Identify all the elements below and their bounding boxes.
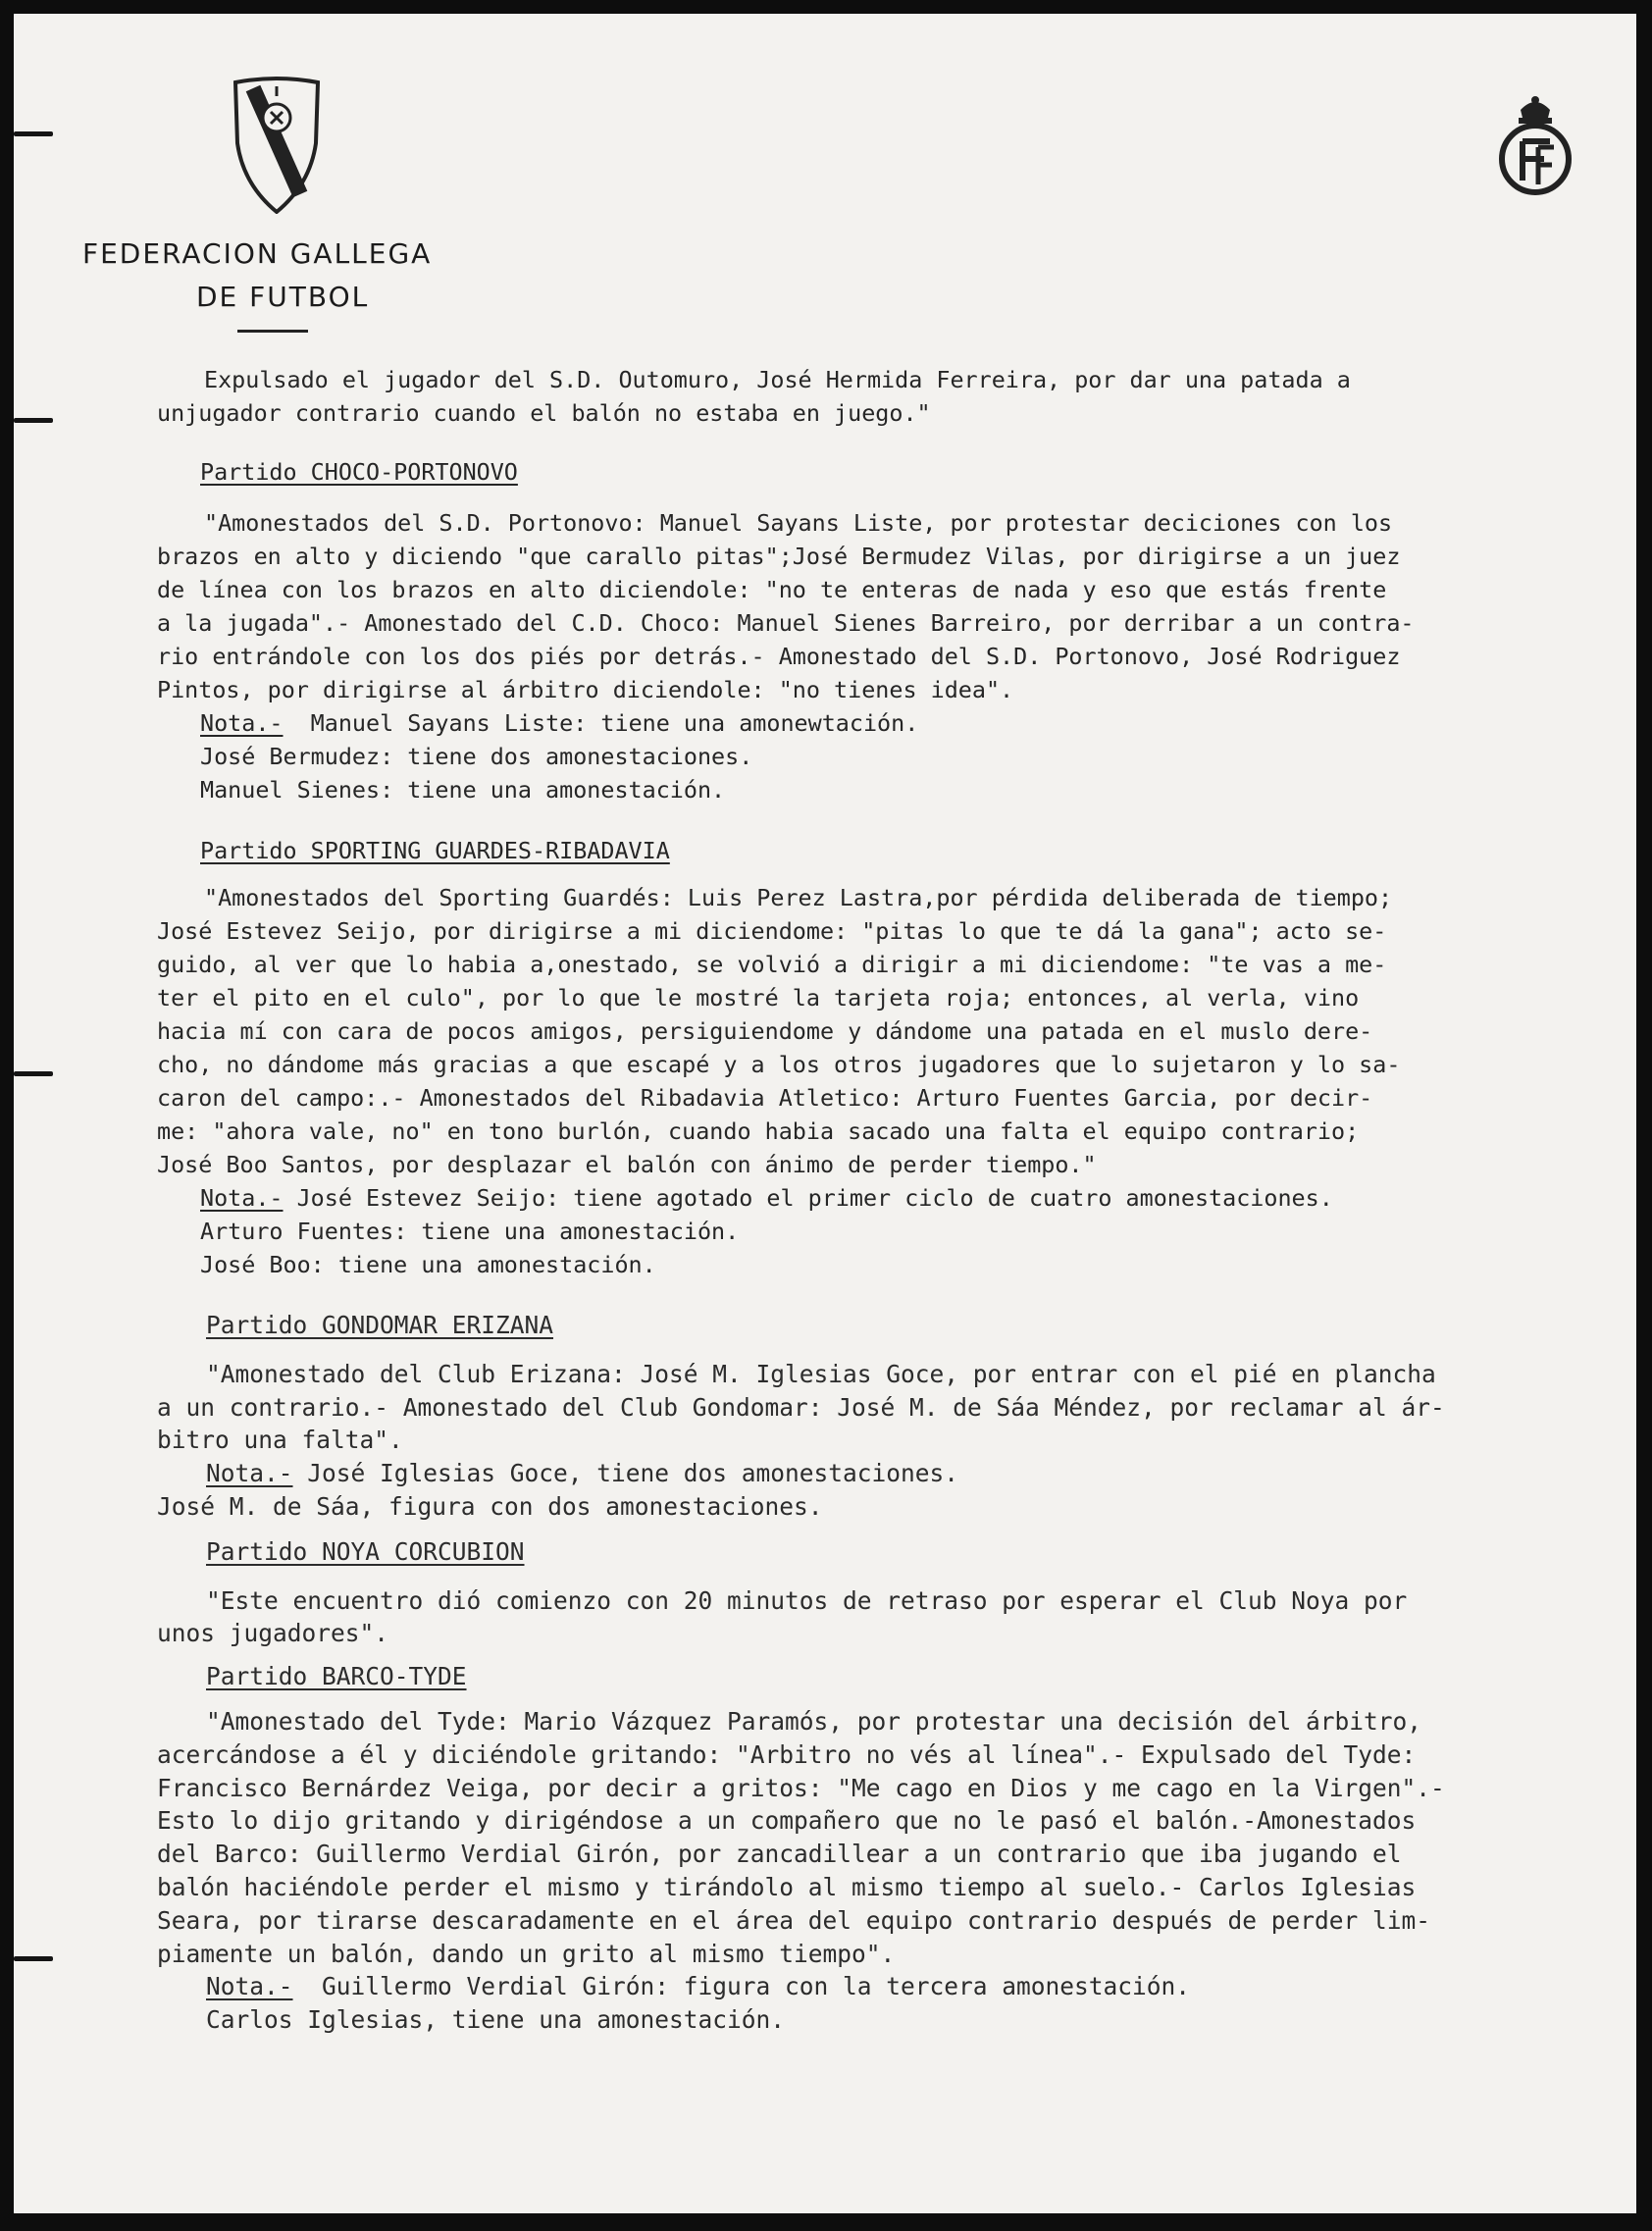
match-section <box>157 834 1623 1281</box>
match-title: Partido CHOCO-PORTONOVO <box>200 458 518 486</box>
match-title: Partido BARCO-TYDE <box>206 1662 467 1691</box>
match-title: Partido NOYA_CORCUBION <box>206 1536 525 1566</box>
text-line: José Estevez Seijo, por dirigirse a mi diciendome: "pitas lo que te dá la gana"; acto se- <box>157 917 1387 945</box>
header-divider <box>237 330 308 333</box>
match-section <box>157 1660 1623 2037</box>
text-line: unos jugadores". <box>157 1619 389 1648</box>
match-title: Partido SPORTING GUARDES-RIBADAVIA <box>200 837 670 864</box>
note-line: José Boo: tiene una amonestación. <box>200 1251 656 1278</box>
note-text: Manuel Sayans Liste: tiene una amonewtación. <box>310 709 919 737</box>
federacion-gallega-shield-icon <box>232 75 322 214</box>
text-line: "Este encuentro dió comienzo con 20 minutos de retraso por esperar el Club Noya por <box>206 1585 1408 1615</box>
intro-paragraph <box>157 363 1623 430</box>
text-line: de línea con los brazos en alto diciendole: "no te enteras de nada y eso que estás frente <box>157 576 1387 603</box>
binder-hole-mark <box>14 1071 53 1076</box>
text-line: Francisco Bernárdez Veiga, por decir a gritos: "Me cago en Dios y me cago en la Virgen".- <box>157 1773 1445 1802</box>
text-line: Expulsado el jugador del S.D. Outomuro, José Hermida Ferreira, por dar una patada a <box>204 366 1351 393</box>
match-section <box>157 455 1623 806</box>
note-line <box>157 1457 1623 1490</box>
text-line: cho, no dándome más gracias a que escapé y a los otros jugadores que lo sujetaron y lo sa- <box>157 1051 1401 1078</box>
text-line: ter el pito en el culo", por lo que le mostré la tarjeta roja; entonces, al verla, vino <box>157 984 1360 1012</box>
text-line: acercándose a él y diciéndole gritando: "Arbitro no vés al línea".- Expulsado del Tyde: <box>157 1739 1417 1769</box>
note-text: José Iglesias Goce, tiene dos amonestaciones. <box>307 1459 959 1488</box>
nota-label: Nota.- <box>206 1459 293 1488</box>
note-line: José M. de Sáa, figura con dos amonestaciones. <box>157 1491 823 1521</box>
text-line: "Amonestado del Club Erizana: José M. Iglesias Goce, por entrar con el pié en plancha <box>206 1359 1436 1388</box>
note-line <box>157 706 1623 740</box>
text-line: Esto lo dijo gritando y dirigéndose a un compañero que no le pasó el balón.-Amonestados <box>157 1806 1417 1836</box>
match-title: Partido GONDOMAR_ERIZANA <box>206 1311 554 1339</box>
text-line: "Amonestado del Tyde: Mario Vázquez Paramós, por protestar una decisión del árbitro, <box>206 1706 1422 1736</box>
text-line: del Barco: Guillermo Verdial Girón, por zancadillear a un contrario que iba jugando el <box>157 1840 1402 1869</box>
org-name-line-2: DE FUTBOL <box>196 281 370 313</box>
text-line: Pintos, por dirigirse al árbitro diciendole: "no tienes idea". <box>157 676 1014 703</box>
nota-label: Nota.- <box>200 709 284 737</box>
text-line: hacia mí con cara de pocos amigos, persiguiendome y dándome una patada en el muslo dere- <box>157 1017 1373 1045</box>
text-line: caron del campo:.- Amonestados del Ribadavia Atletico: Arturo Fuentes Garcia, por decir- <box>157 1084 1373 1112</box>
text-line: piamente un balón, dando un grito al mismo tiempo". <box>157 1939 896 1968</box>
note-line: Manuel Sienes: tiene una amonestación. <box>200 776 726 804</box>
text-line: balón haciéndole perder el mismo y tirándolo al mismo tiempo al suelo.- Carlos Iglesias <box>157 1872 1417 1901</box>
text-line: José Boo Santos, por desplazar el balón con ánimo de perder tiempo." <box>157 1151 1097 1178</box>
binder-hole-mark <box>14 1956 53 1961</box>
document-body <box>157 363 1623 2037</box>
text-line: brazos en alto y diciendo "que carallo pitas";José Bermudez Vilas, por dirigirse a un juez <box>157 543 1401 570</box>
note-line: José Bermudez: tiene dos amonestaciones. <box>200 743 753 770</box>
match-section <box>157 1535 1623 1650</box>
note-line <box>157 1970 1623 2003</box>
note-line: Arturo Fuentes: tiene una amonestación. <box>200 1218 740 1245</box>
text-line: a un contrario.- Amonestado del Club Gondomar: José M. de Sáa Méndez, por reclamar al ár- <box>157 1392 1445 1422</box>
text-line: Seara, por tirarse descaradamente en el área del equipo contrario después de perder lim- <box>157 1905 1431 1935</box>
text-line: me: "ahora vale, no" en tono burlón, cuando habia sacado una falta el equipo contrario; <box>157 1117 1360 1145</box>
match-section <box>157 1309 1623 1524</box>
nota-label: Nota.- <box>200 1184 284 1212</box>
binder-hole-mark <box>14 418 53 423</box>
note-text: José Estevez Seijo: tiene agotado el primer ciclo de cuatro amonestaciones. <box>296 1184 1333 1212</box>
note-line <box>157 1181 1623 1215</box>
org-name-line-1: FEDERACION GALLEGA <box>82 237 433 270</box>
nota-label: Nota.- <box>206 1972 293 2001</box>
note-line: Carlos Iglesias, tiene una amonestación. <box>206 2005 786 2035</box>
text-line: bitro una falta". <box>157 1426 403 1455</box>
note-text: Guillermo Verdial Girón: figura con la tercera amonestación. <box>322 1972 1191 2001</box>
text-line: rio entrándole con los dos piés por detrás.- Amonestado del S.D. Portonovo, José Rodriguez <box>157 643 1401 670</box>
text-line: unjugador contrario cuando el balón no estaba en juego." <box>157 399 931 427</box>
text-line: "Amonestados del Sporting Guardés: Luis Perez Lastra,por pérdida deliberada de tiempo; <box>204 884 1393 911</box>
text-line: guido, al ver que lo habia a,onestado, se volvió a dirigir a mi diciendome: "te vas a me- <box>157 951 1387 978</box>
text-line: a la jugada".- Amonestado del C.D. Choco: Manuel Sienes Barreiro, por derribar a un contra- <box>157 609 1415 637</box>
royal-spanish-federation-crest-icon <box>1495 90 1575 198</box>
binder-hole-mark <box>14 131 53 136</box>
text-line: "Amonestados del S.D. Portonovo: Manuel Sayans Liste, por protestar deciciones con los <box>204 509 1393 537</box>
